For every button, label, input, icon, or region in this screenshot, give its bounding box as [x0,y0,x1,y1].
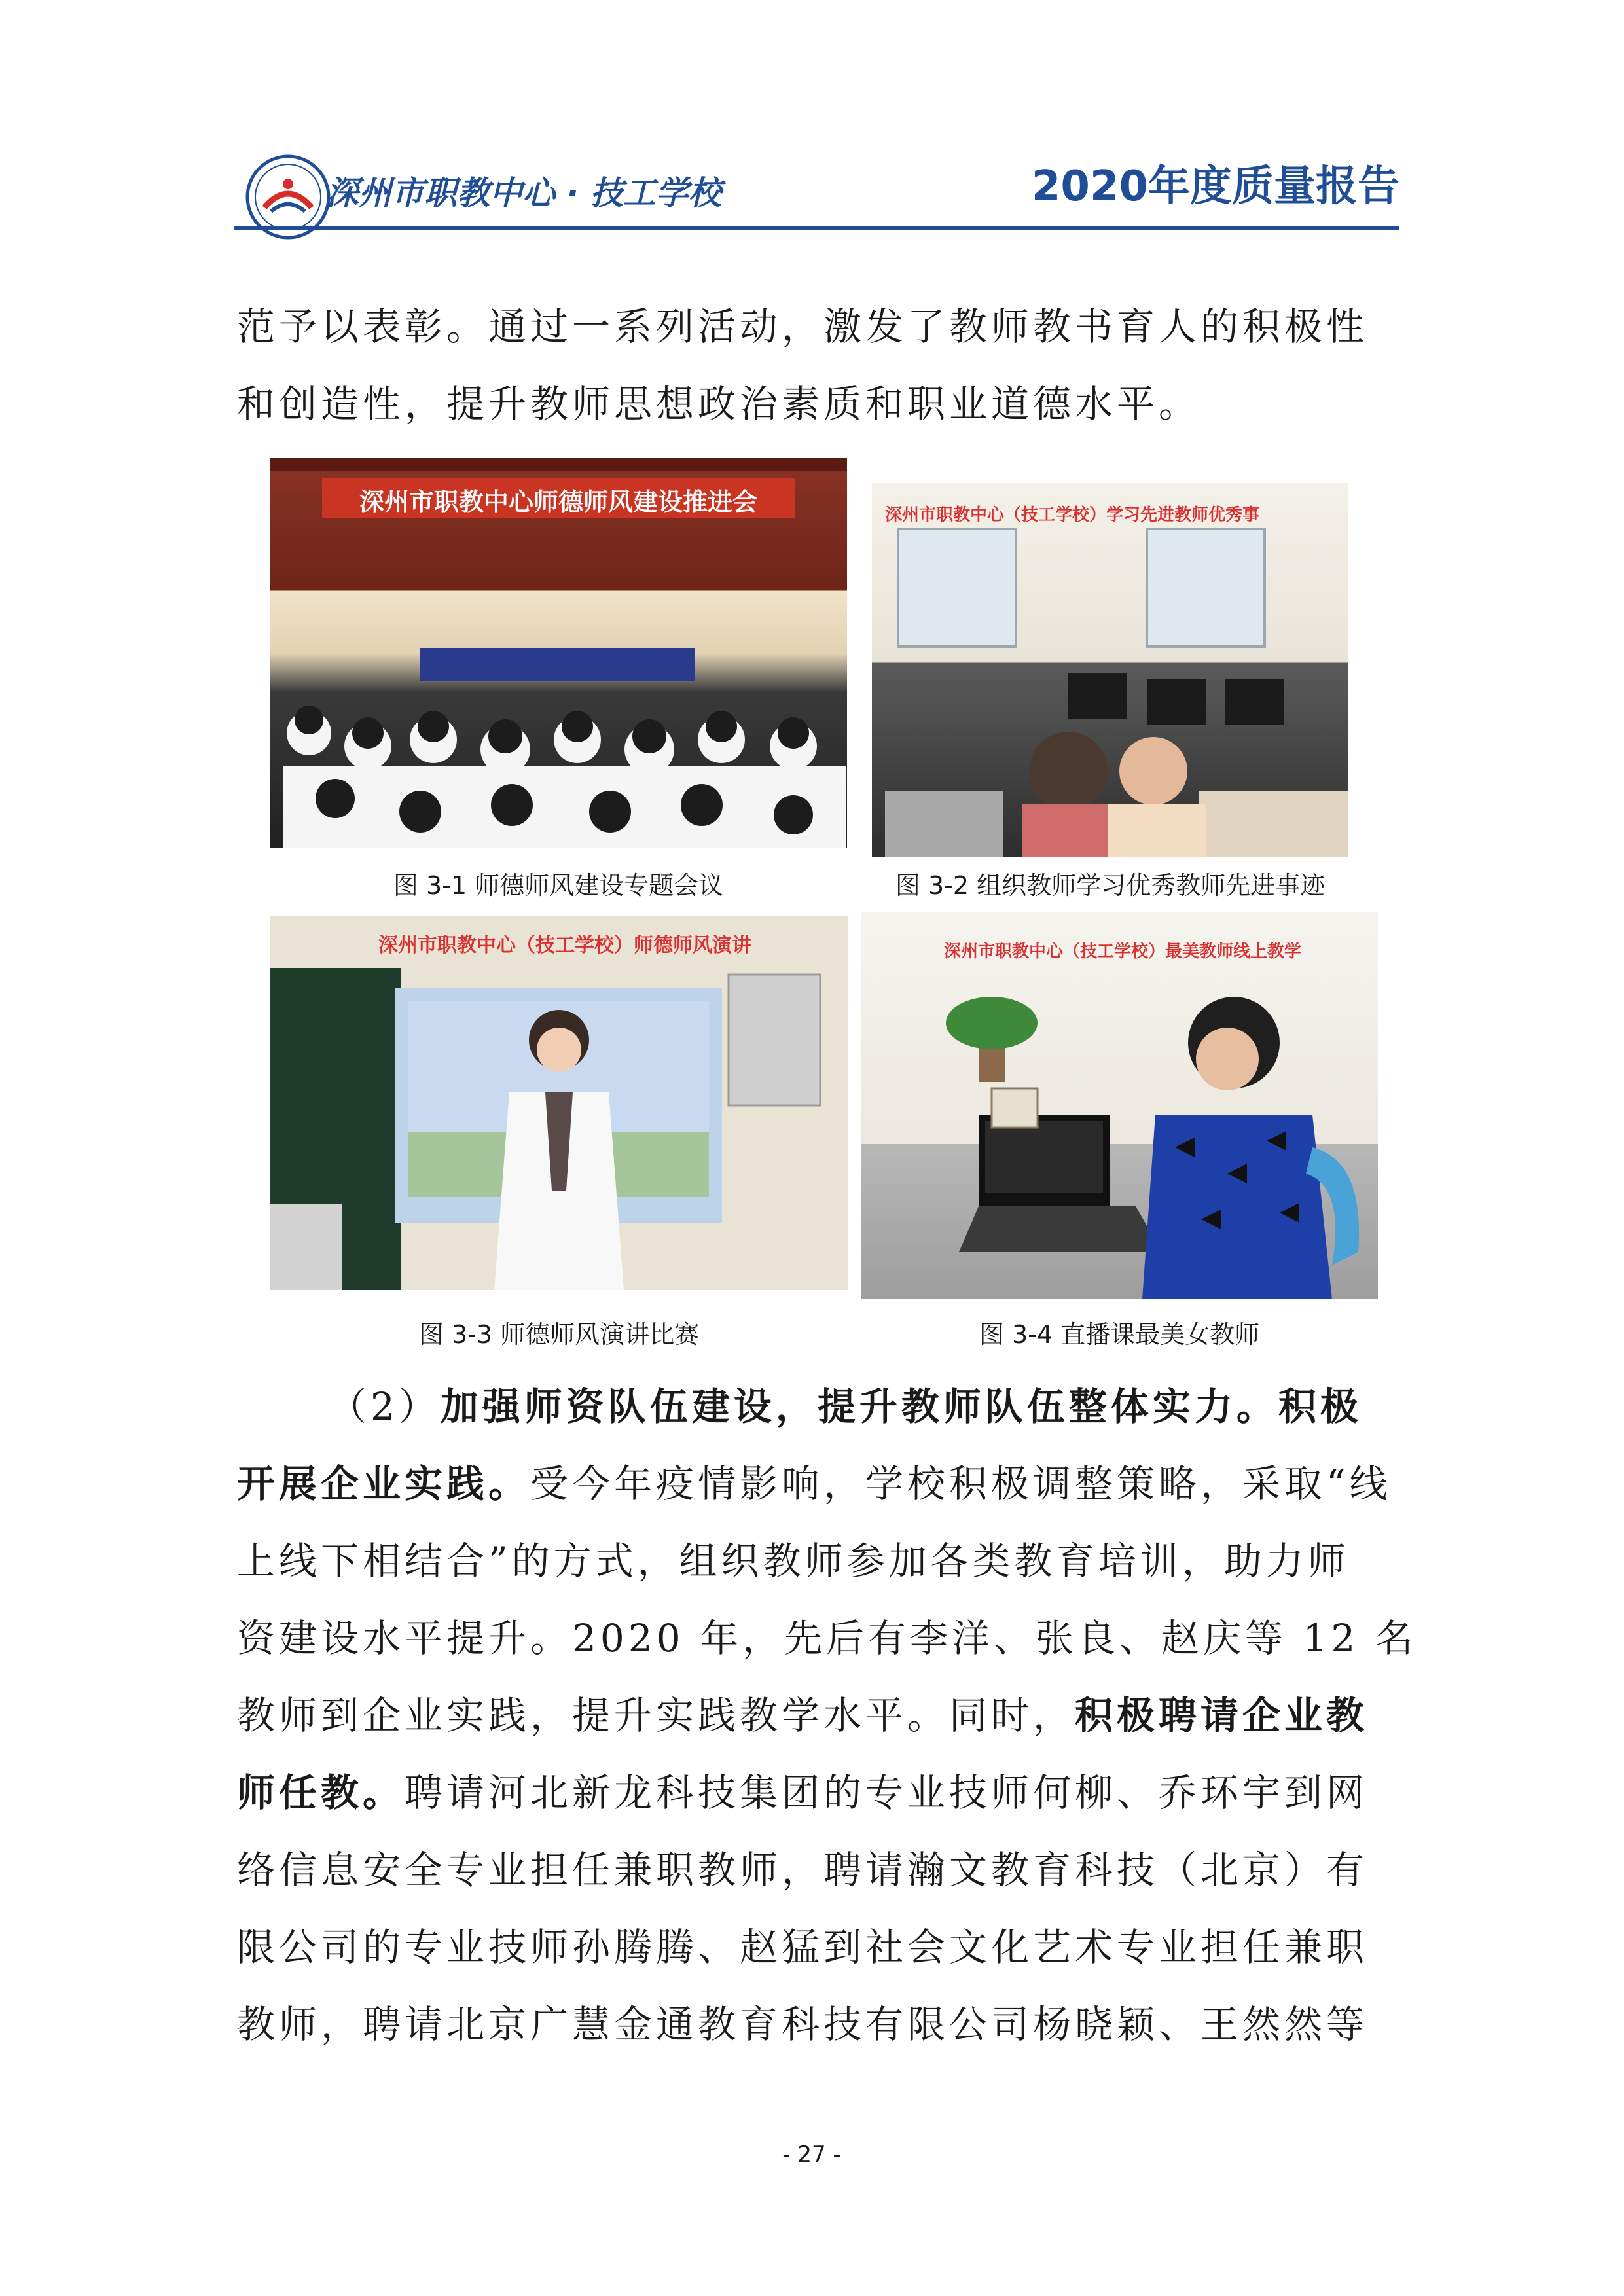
bold-text: 开展企业实践。 [237,1462,531,1506]
text-segment: 聘请河北新龙科技集团的专业技师何柳、乔环宇到网 [405,1770,1369,1815]
photo-study [872,483,1348,857]
photo-meeting [270,458,847,848]
photo-banner: 深州市职教中心师德师风建设推进会 [359,488,757,516]
report-title: 2020年度质量报告 [1031,162,1399,211]
intro-paragraph [237,288,1402,442]
text-line: 上线下相结合”的方式，组织教师参加各类教育培训，助力师 [237,1539,1350,1583]
text-segment: 受今年疫情影响，学校积极调整策略，采取“线 [530,1462,1392,1506]
figure-caption: 图 3-1 师德师风建设专题会议 [393,871,724,900]
photo-speech [270,916,848,1290]
speech-scene [270,916,848,1290]
text-line: 教师，聘请北京广慧金通教育科技有限公司杨晓颖、王然然等 [237,2002,1369,2047]
text-segment: 教师到企业实践，提升实践教学水平。同时， [237,1693,1075,1738]
text-line: 限公司的专业技师孙腾腾、赵猛到社会文化艺术专业担任兼职 [237,1925,1369,1969]
online-class-scene [861,912,1378,1299]
text-segment: （2） [329,1384,441,1429]
body-paragraph [237,1368,1417,2063]
bold-text: 加强师资队伍建设，提升教师队伍整体实力。积极 [440,1384,1362,1429]
text-line: 络信息安全专业担任兼职教师，聘请瀚文教育科技（北京）有 [237,1848,1369,1892]
figure-caption: 图 3-4 直播课最美女教师 [979,1320,1260,1349]
figure-caption: 图 3-3 师德师风演讲比赛 [418,1320,700,1349]
photo-banner: 深州市职教中心（技工学校）师德师风演讲 [378,934,751,957]
bold-text: 师任教。 [237,1770,405,1815]
text-line [237,1368,1402,1445]
text-line: 范予以表彰。通过一系列活动，激发了教师教书育人的积极性 [237,304,1369,349]
text-line: 和创造性，提升教师思想政治素质和职业道德水平。 [237,382,1201,426]
school-name: 深州市职教中心 · 技工学校 [326,174,721,212]
figure-caption: 图 3-2 组织教师学习优秀教师先进事迹 [895,871,1326,900]
text-line [237,1445,1402,1522]
text-line: 资建设水平提升。2020 年，先后有李洋、张良、赵庆等 12 名 [237,1616,1417,1660]
page-number: - 27 - [782,2142,841,2168]
photo-banner: 深州市职教中心（技工学校）最美教师线上教学 [943,942,1301,961]
text-line [237,1754,1402,1831]
text-line [237,1677,1402,1754]
photo-banner: 深州市职教中心（技工学校）学习先进教师优秀事 [885,505,1260,525]
study-scene [872,483,1348,857]
page-header [234,147,1399,226]
bold-text: 积极聘请企业教 [1075,1693,1369,1738]
photo-online-class [861,912,1378,1299]
header-divider [234,226,1399,230]
